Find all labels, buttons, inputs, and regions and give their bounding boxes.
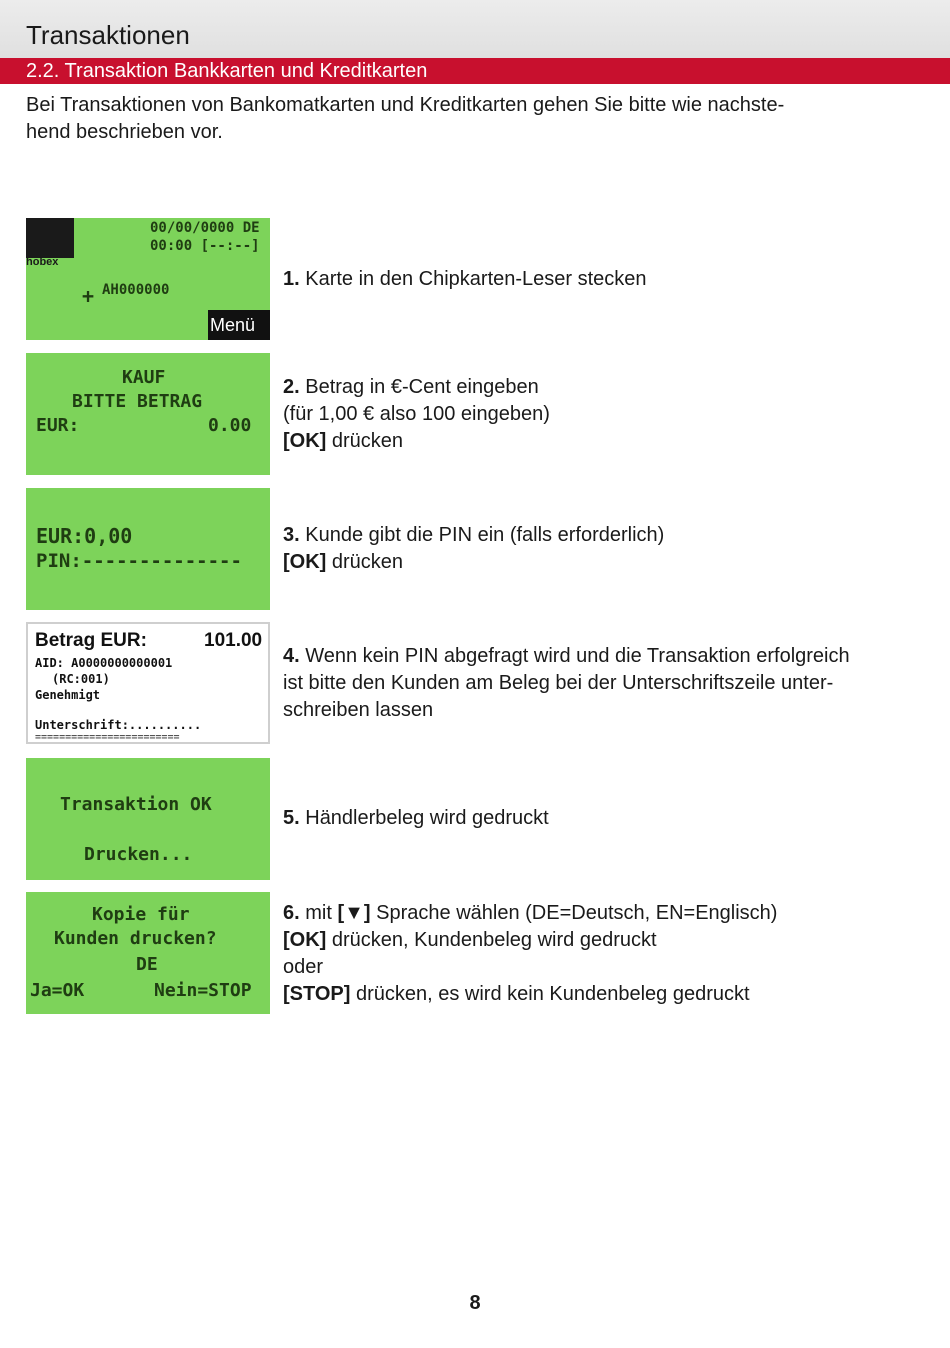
terminal-screen-copy [26,892,270,1014]
receipt-rc: (RC:001) [52,672,110,686]
screen-line-kauf: KAUF [122,367,166,388]
step-number: 3. [283,524,300,546]
step-number: 6. [283,902,300,924]
step-text: Händlerbeleg wird gedruckt [299,807,549,829]
step-number: 1. [283,268,300,290]
receipt-amount-label: Betrag EUR: [35,630,147,651]
receipt-separator: ======================== [35,732,180,743]
receipt-signature-line: Unterschrift:.......... [35,718,202,732]
step-text: oder [283,956,324,978]
hobex-logo: hobex [26,256,59,268]
page-number: 8 [469,1292,481,1314]
page-title: Transaktionen [26,20,190,50]
step-text: drücken [326,551,404,573]
screen-eur-label: EUR: [36,415,80,436]
screen-copy-line1: Kopie für [92,904,190,925]
intro-line-2: hend beschrieben vor. [26,121,223,143]
step-text: Karte in den Chipkarten-Leser stecken [299,268,647,290]
screen-yes-ok: Ja=OK [30,980,85,1001]
step-text: Betrag in €-Cent eingeben [299,376,539,398]
terminal-id: AH000000 [102,282,170,298]
step-text: Sprache wählen (DE=Deutsch, EN=Englisch) [370,902,778,924]
terminal-screen-pin [26,488,270,610]
key-label: [OK] [283,430,327,452]
step-text: drücken, es wird kein Kundenbeleg gedruckt [350,983,750,1005]
logo-block [26,218,74,258]
menu-softkey: Menü [208,310,270,340]
step-3 [283,522,933,576]
terminal-screen-amount [26,353,270,475]
receipt-amount-value: 101.00 [204,630,263,651]
step-text: drücken, Kundenbeleg wird gedruckt [326,929,657,951]
screen-time: 00:00 [--:--] [150,238,260,254]
intro-line-1: Bei Transaktionen von Bankomatkarten und Kreditkarten gehen Sie bitte wie nachste- [26,94,785,116]
terminal-screen-idle [26,218,270,340]
step-5 [283,805,933,832]
screen-eur-value: 0.00 [208,415,252,436]
step-text: drücken [326,430,404,452]
screen-eur-line: EUR:0,00 [36,524,133,548]
key-label: [OK] [283,551,327,573]
step-1 [283,266,933,293]
key-down-label: [▼] [337,902,371,924]
step-text: schreiben lassen [283,699,434,721]
section-title: 2.2. Transaktion Bankkarten und Kreditkarten [26,60,428,82]
intro-paragraph [26,92,906,146]
screen-transaction-ok: Transaktion OK [60,794,212,815]
step-text: (für 1,00 € also 100 eingeben) [283,403,550,425]
terminal-screen-printing [26,758,270,880]
step-number: 2. [283,376,300,398]
step-2 [283,374,933,455]
step-text: ist bitte den Kunden am Beleg bei der Unterschriftszeile unter- [283,672,834,694]
step-text: mit [299,902,338,924]
key-label: [STOP] [283,983,351,1005]
step-text: Kunde gibt die PIN ein (falls erforderlich) [299,524,665,546]
screen-copy-line2: Kunden drucken? [54,928,217,949]
screen-printing: Drucken... [84,844,193,865]
step-number: 4. [283,645,300,667]
plus-icon: + [82,284,95,308]
receipt-status: Genehmigt [35,688,101,702]
screen-no-stop: Nein=STOP [154,980,252,1001]
receipt-preview [26,622,270,744]
step-text: Wenn kein PIN abgefragt wird und die Transaktion erfolgreich [299,645,850,667]
step-6 [283,900,933,1008]
screen-date: 00/00/0000 DE [150,220,260,236]
key-label: [OK] [283,929,327,951]
screen-line-bitte-betrag: BITTE BETRAG [72,391,203,412]
screen-pin-line: PIN:-------------- [36,550,242,572]
step-number: 5. [283,807,300,829]
step-4 [283,643,933,724]
screen-language: DE [136,954,158,975]
receipt-aid: AID: A0000000000001 [35,656,173,670]
